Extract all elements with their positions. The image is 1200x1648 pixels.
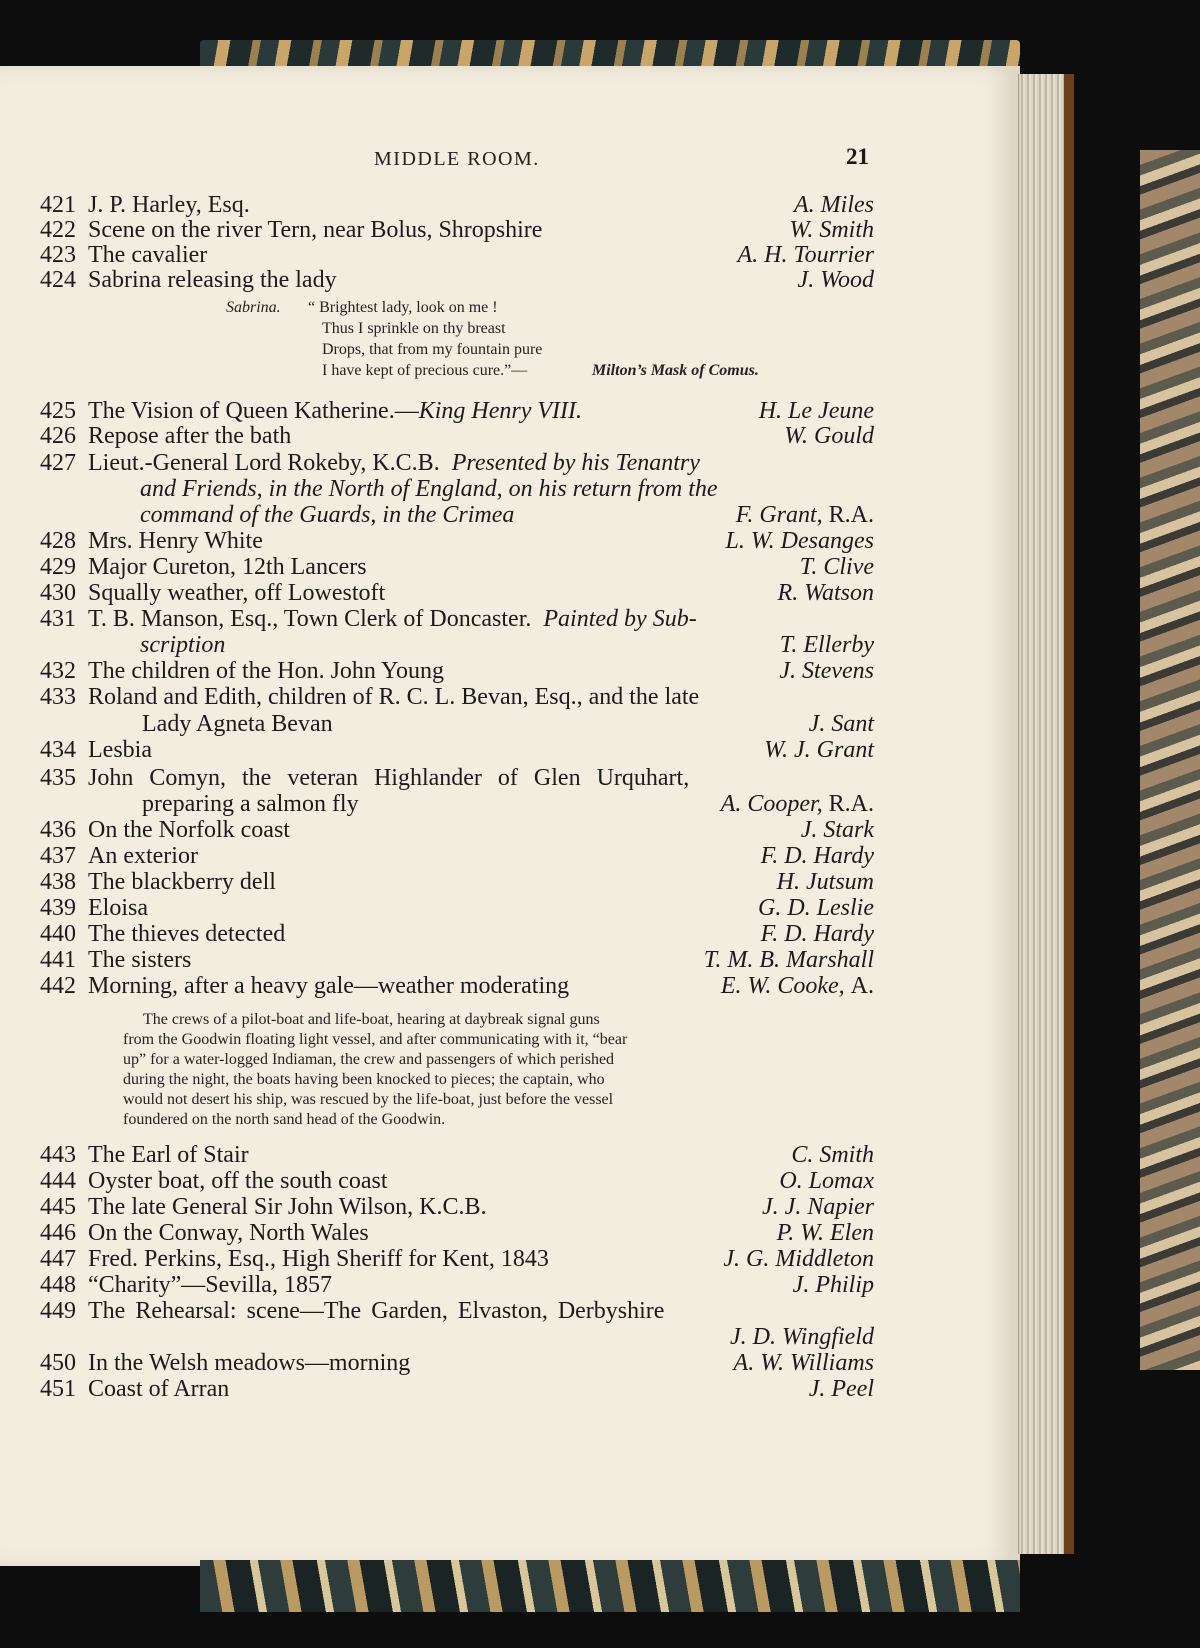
entry-number: 437 xyxy=(40,843,76,869)
entry-number: 422 xyxy=(40,217,76,243)
quote-line: “ Brightest lady, look on me ! xyxy=(308,299,498,316)
entry-title: In the Welsh meadows—morning xyxy=(88,1350,411,1376)
entry-number: 435 xyxy=(40,765,76,791)
entry-artist: A. W. Williams xyxy=(733,1350,874,1376)
entry-artist: G. D. Leslie xyxy=(758,895,874,921)
entry-number: 451 xyxy=(40,1376,76,1402)
entry-number: 421 xyxy=(40,192,76,218)
entry-title: “Charity”—Sevilla, 1857 xyxy=(88,1272,332,1298)
entry-title: Fred. Perkins, Esq., High Sheriff for Kent, 1843 xyxy=(88,1246,549,1272)
entry-number: 445 xyxy=(40,1194,76,1220)
artist-name: F. Grant, xyxy=(735,502,823,528)
entry-artist xyxy=(721,791,874,817)
catalogue-entry xyxy=(0,192,1020,218)
entry-artist: R. Watson xyxy=(777,580,874,606)
catalogue-entry xyxy=(0,267,1020,293)
entry-number: 423 xyxy=(40,242,76,268)
artist-name: E. W. Cooke, xyxy=(720,973,845,999)
entry-artist: F. D. Hardy xyxy=(760,921,874,947)
entry-title xyxy=(88,398,582,424)
catalogue-entry xyxy=(0,765,1020,791)
entry-artist: P. W. Elen xyxy=(776,1220,874,1246)
entry-title: The sisters xyxy=(88,947,192,973)
catalogue-entry xyxy=(0,1142,1020,1168)
entry-artist xyxy=(721,973,874,999)
entry-title: Roland and Edith, children of R. C. L. Bevan, Esq., and the late xyxy=(88,684,700,710)
entry-number: 439 xyxy=(40,895,76,921)
artist-suffix: R.A. xyxy=(828,502,874,528)
catalogue-entry xyxy=(0,1298,1020,1324)
catalogue-entry xyxy=(0,684,1020,710)
entry-title: The late General Sir John Wilson, K.C.B. xyxy=(88,1194,487,1220)
quote-line: Thus I sprinkle on thy breast xyxy=(322,320,506,337)
quote-speaker: Sabrina. xyxy=(226,299,281,316)
catalogue-entry xyxy=(0,242,1020,268)
entry-title: On the Conway, North Wales xyxy=(88,1220,369,1246)
page-fore-edge xyxy=(1018,74,1065,1554)
entry-title: Major Cureton, 12th Lancers xyxy=(88,554,367,580)
entry-title: The Earl of Stair xyxy=(88,1142,249,1168)
entry-continuation xyxy=(0,791,1020,817)
catalogue-entry xyxy=(0,947,1020,973)
entry-artist: J. J. Napier xyxy=(762,1194,874,1220)
binding-strip xyxy=(1064,74,1074,1554)
catalogue-entry xyxy=(0,1194,1020,1220)
entry-title: The children of the Hon. John Young xyxy=(88,658,444,684)
entry-artist: J. G. Middleton xyxy=(723,1246,874,1272)
entry-continuation xyxy=(0,502,1020,528)
entry-title: Repose after the bath xyxy=(88,423,292,449)
entry-title-text: The Vision of Queen Katherine.— xyxy=(88,398,419,424)
entry-artist: J. Wood xyxy=(797,267,874,293)
catalogue-entry xyxy=(0,217,1020,243)
entry-continuation xyxy=(0,711,1020,737)
catalogue-entry xyxy=(0,1376,1020,1402)
entry-artist: L. W. Desanges xyxy=(725,528,874,554)
catalogue-entry xyxy=(0,554,1020,580)
catalogue-entry xyxy=(0,580,1020,606)
quote-line: I have kept of precious cure.”— xyxy=(322,362,528,379)
artist-suffix: R.A. xyxy=(828,791,874,817)
entry-artist: H. Le Jeune xyxy=(758,398,874,424)
entry-artist: J. Peel xyxy=(808,1376,874,1402)
entry-title: Coast of Arran xyxy=(88,1376,230,1402)
entry-number: 428 xyxy=(40,528,76,554)
entry-title: Eloisa xyxy=(88,895,148,921)
entry-artist: T. Clive xyxy=(799,554,874,580)
entry-title: On the Norfolk coast xyxy=(88,817,290,843)
entry-number: 441 xyxy=(40,947,76,973)
entry-artist: W. Smith xyxy=(789,217,874,243)
catalogue-entry xyxy=(0,1168,1020,1194)
note-line: from the Goodwin floating light vessel, and after communicating with it, “bear xyxy=(123,1031,628,1048)
artist-name: A. Cooper, xyxy=(720,791,823,817)
continuation-text: Lady Agneta Bevan xyxy=(142,711,333,737)
continuation-text: scription xyxy=(140,632,226,658)
entry-title: Morning, after a heavy gale—weather moderating xyxy=(88,973,570,999)
catalogue-entry xyxy=(0,1350,1020,1376)
artist-suffix: A. xyxy=(850,973,874,999)
catalogue-entry xyxy=(0,450,1020,476)
entry-title: Squally weather, off Lowestoft xyxy=(88,580,386,606)
entry-number: 442 xyxy=(40,973,76,999)
catalogue-entry xyxy=(0,1220,1020,1246)
entry-continuation xyxy=(0,1324,1020,1350)
entry-artist: J. Philip xyxy=(792,1272,874,1298)
entry-number: 430 xyxy=(40,580,76,606)
entry-title-text: T. B. Manson, Esq., Town Clerk of Doncaster. xyxy=(88,606,532,632)
entry-title: The thieves detected xyxy=(88,921,286,947)
entry-source: King Henry VIII. xyxy=(418,398,582,424)
entry-title: The cavalier xyxy=(88,242,208,268)
catalogue-entry xyxy=(0,921,1020,947)
catalogue-entry xyxy=(0,1272,1020,1298)
continuation-text: command of the Guards, in the Crimea xyxy=(140,502,515,528)
entry-number: 434 xyxy=(40,737,76,763)
entry-title-text: Lieut.-General Lord Rokeby, K.C.B. xyxy=(88,450,440,476)
entry-artist: J. Sant xyxy=(808,711,874,737)
entry-title: The Rehearsal: scene—The Garden, Elvaston, Derbyshire xyxy=(88,1298,665,1324)
entry-number: 432 xyxy=(40,658,76,684)
note-line: would not desert his ship, was rescued by the life-boat, just before the vessel xyxy=(123,1091,614,1108)
catalogue-entry xyxy=(0,843,1020,869)
entry-number: 447 xyxy=(40,1246,76,1272)
entry-artist: J. Stevens xyxy=(779,658,874,684)
entry-title xyxy=(88,450,700,476)
entry-number: 448 xyxy=(40,1272,76,1298)
running-head: MIDDLE ROOM. xyxy=(374,148,540,170)
quote-source: Milton’s Mask of Comus. xyxy=(592,362,759,379)
entry-title: Sabrina releasing the lady xyxy=(88,267,337,293)
entry-number: 438 xyxy=(40,869,76,895)
marbled-edge-bottom xyxy=(200,1560,1020,1612)
catalogue-entry xyxy=(0,737,1020,763)
entry-artist: T. Ellerby xyxy=(779,632,874,658)
catalogue-entry xyxy=(0,973,1020,999)
catalogue-entry xyxy=(0,606,1020,632)
continuation-text: preparing a salmon fly xyxy=(142,791,359,817)
entry-artist: J. Stark xyxy=(800,817,874,843)
entry-number: 444 xyxy=(40,1168,76,1194)
entry-artist: C. Smith xyxy=(791,1142,874,1168)
entry-presentation: Presented by his Tenantry xyxy=(451,450,700,476)
continuation-text: and Friends, in the North of England, on his return from the xyxy=(140,476,718,502)
entry-number: 424 xyxy=(40,267,76,293)
entry-number: 450 xyxy=(40,1350,76,1376)
note-line: during the night, the boats having been knocked to pieces; the captain, who xyxy=(123,1071,605,1088)
entry-presentation: Painted by Sub- xyxy=(543,606,697,632)
entry-artist: A. H. Tourrier xyxy=(737,242,874,268)
catalogue-entry xyxy=(0,817,1020,843)
note-line: foundered on the north sand head of the Goodwin. xyxy=(123,1111,446,1128)
entry-artist: W. J. Grant xyxy=(764,737,874,763)
catalogue-entry xyxy=(0,895,1020,921)
catalogue-entry xyxy=(0,1246,1020,1272)
entry-number: 443 xyxy=(40,1142,76,1168)
entry-number: 446 xyxy=(40,1220,76,1246)
entry-number: 436 xyxy=(40,817,76,843)
catalogue-entry xyxy=(0,528,1020,554)
entry-artist: O. Lomax xyxy=(779,1168,874,1194)
entry-artist: J. D. Wingfield xyxy=(730,1324,874,1350)
entry-continuation xyxy=(0,632,1020,658)
entry-number: 431 xyxy=(40,606,76,632)
entry-artist: A. Miles xyxy=(794,192,874,218)
catalogue-entry xyxy=(0,869,1020,895)
entry-artist xyxy=(736,502,874,528)
entry-title: An exterior xyxy=(88,843,198,869)
entry-artist: H. Jutsum xyxy=(776,869,874,895)
entry-number: 426 xyxy=(40,423,76,449)
page-header xyxy=(0,144,1020,174)
entry-number: 429 xyxy=(40,554,76,580)
entry-artist: T. M. B. Marshall xyxy=(703,947,874,973)
entry-title: Scene on the river Tern, near Bolus, Shropshire xyxy=(88,217,543,243)
entry-artist: W. Gould xyxy=(784,423,874,449)
note-line: The crews of a pilot-boat and life-boat, hearing at daybreak signal guns xyxy=(143,1011,600,1028)
entry-title xyxy=(88,606,697,632)
entry-title: Mrs. Henry White xyxy=(88,528,263,554)
entry-artist: F. D. Hardy xyxy=(760,843,874,869)
entry-continuation xyxy=(0,476,1020,502)
entry-title: Oyster boat, off the south coast xyxy=(88,1168,388,1194)
entry-title: John Comyn, the veteran Highlander of Glen Urquhart, xyxy=(88,765,690,791)
marbled-edge-right xyxy=(1140,150,1200,1370)
catalogue-entry xyxy=(0,398,1020,424)
entry-number: 440 xyxy=(40,921,76,947)
page-number: 21 xyxy=(846,144,869,169)
entry-title: The blackberry dell xyxy=(88,869,276,895)
catalogue-entry xyxy=(0,423,1020,449)
quote-line: Drops, that from my fountain pure xyxy=(322,341,543,358)
catalogue-entry xyxy=(0,658,1020,684)
entry-number: 449 xyxy=(40,1298,76,1324)
entry-number: 433 xyxy=(40,684,76,710)
entry-title: J. P. Harley, Esq. xyxy=(88,192,250,218)
entry-title: Lesbia xyxy=(88,737,152,763)
entry-number: 427 xyxy=(40,450,76,476)
note-line: up” for a water-logged Indiaman, the crew and passengers of which perished xyxy=(123,1051,615,1068)
entry-number: 425 xyxy=(40,398,76,424)
